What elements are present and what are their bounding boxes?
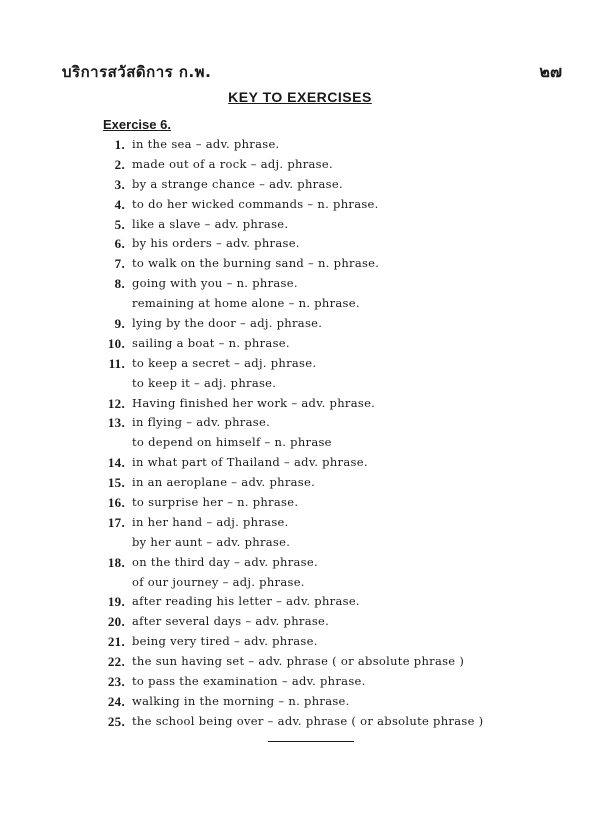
list-item: [0, 314, 600, 334]
list-item: [0, 652, 600, 672]
item-text: Having finished her work – adv. phrase.: [132, 395, 376, 410]
item-number: 14.: [107, 455, 125, 471]
item-text: in the sea – adv. phrase.: [132, 137, 280, 151]
list-item: [0, 155, 600, 175]
item-number: 19.: [107, 594, 125, 610]
item-number: 21.: [107, 634, 125, 650]
item-text: in an aeroplane – adv. phrase.: [132, 475, 316, 490]
item-text: to walk on the burning sand – n. phrase.: [132, 256, 380, 271]
item-number: 2.: [114, 156, 125, 172]
item-text: sailing a boat – n. phrase.: [132, 335, 290, 350]
page-title: [0, 89, 600, 105]
list-item: [0, 493, 600, 513]
list-item: [0, 612, 600, 632]
item-number: 8.: [114, 276, 125, 292]
item-number: 5.: [114, 216, 125, 232]
item-text: after reading his letter – adv. phrase.: [132, 594, 360, 609]
end-rule: [268, 741, 354, 742]
item-text: to pass the examination – adv. phrase.: [132, 674, 366, 689]
list-item: [0, 672, 600, 692]
list-item: [0, 334, 600, 354]
list-item: [0, 632, 600, 652]
exercise-heading: [103, 117, 171, 132]
list-item: [0, 374, 600, 394]
list-item: [0, 413, 600, 433]
item-text: the school being over – adv. phrase ( or absolute phrase ): [132, 713, 484, 728]
page-title-text: KEY TO EXERCISES: [228, 89, 372, 105]
item-number: 18.: [107, 554, 125, 570]
item-text: to keep it – adj. phrase.: [132, 375, 277, 390]
list-item: [0, 234, 600, 254]
list-item: [0, 553, 600, 573]
item-text: on the third day – adv. phrase.: [132, 554, 318, 569]
item-text: in what part of Thailand – adv. phrase.: [132, 455, 368, 470]
list-item: [0, 513, 600, 533]
item-text: of our journey – adj. phrase.: [132, 574, 305, 589]
list-item: [0, 533, 600, 553]
item-number: 1.: [114, 137, 125, 152]
item-number: 24.: [107, 693, 125, 709]
item-text: walking in the morning – n. phrase.: [132, 693, 350, 708]
item-text: by his orders – adv. phrase.: [132, 236, 300, 251]
list-item: [0, 473, 600, 493]
item-text: going with you – n. phrase.: [132, 276, 298, 291]
list-item: [0, 712, 600, 732]
item-text: to keep a secret – adj. phrase.: [132, 355, 317, 370]
item-text: made out of a rock – adj. phrase.: [132, 156, 333, 171]
item-text: after several days – adv. phrase.: [132, 614, 330, 629]
list-item: [0, 453, 600, 473]
list-item: [0, 394, 600, 414]
list-item: [0, 294, 600, 314]
list-item: [0, 354, 600, 374]
item-text: in flying – adv. phrase.: [132, 415, 271, 430]
item-text: remaining at home alone – n. phrase.: [132, 296, 360, 311]
list-item: [0, 592, 600, 612]
item-number: 10.: [107, 335, 125, 351]
list-item: [0, 692, 600, 712]
item-text: by a strange chance – adv. phrase.: [132, 176, 343, 191]
list-item: [0, 433, 600, 453]
item-number: 16.: [107, 495, 125, 511]
item-number: 23.: [107, 674, 125, 690]
item-number: 4.: [114, 196, 125, 212]
list-item: [0, 573, 600, 593]
exercise-heading-text: Exercise 6.: [103, 117, 171, 132]
item-number: 11.: [108, 355, 125, 371]
running-header: บริการสวัสดิการ ก.พ.: [62, 63, 212, 81]
page-number: ๒๗: [539, 62, 562, 81]
item-number: 9.: [114, 316, 125, 332]
list-item: [0, 195, 600, 215]
item-text: by her aunt – adv. phrase.: [132, 534, 291, 549]
item-number: 13.: [107, 415, 125, 431]
list-item: [0, 135, 600, 155]
list-item: [0, 254, 600, 274]
item-text: like a slave – adv. phrase.: [132, 216, 289, 231]
item-number: 20.: [107, 614, 125, 630]
list-item: [0, 274, 600, 294]
answer-list: [0, 135, 600, 732]
item-number: 12.: [107, 395, 125, 411]
item-number: 17.: [107, 514, 125, 530]
item-text: to surprise her – n. phrase.: [132, 495, 299, 510]
item-number: 25.: [107, 713, 125, 729]
item-text: being very tired – adv. phrase.: [132, 634, 318, 649]
item-text: in her hand – adj. phrase.: [132, 514, 289, 529]
item-number: 3.: [114, 176, 125, 192]
item-number: 22.: [107, 654, 125, 670]
item-text: to do her wicked commands – n. phrase.: [132, 196, 379, 211]
item-text: the sun having set – adv. phrase ( or absolute phrase ): [132, 654, 465, 669]
list-item: [0, 175, 600, 195]
item-number: 7.: [114, 256, 125, 272]
item-text: to depend on himself – n. phrase: [132, 435, 332, 450]
item-number: 15.: [107, 475, 125, 491]
item-text: lying by the door – adj. phrase.: [132, 316, 323, 331]
list-item: [0, 215, 600, 235]
item-number: 6.: [114, 236, 125, 252]
